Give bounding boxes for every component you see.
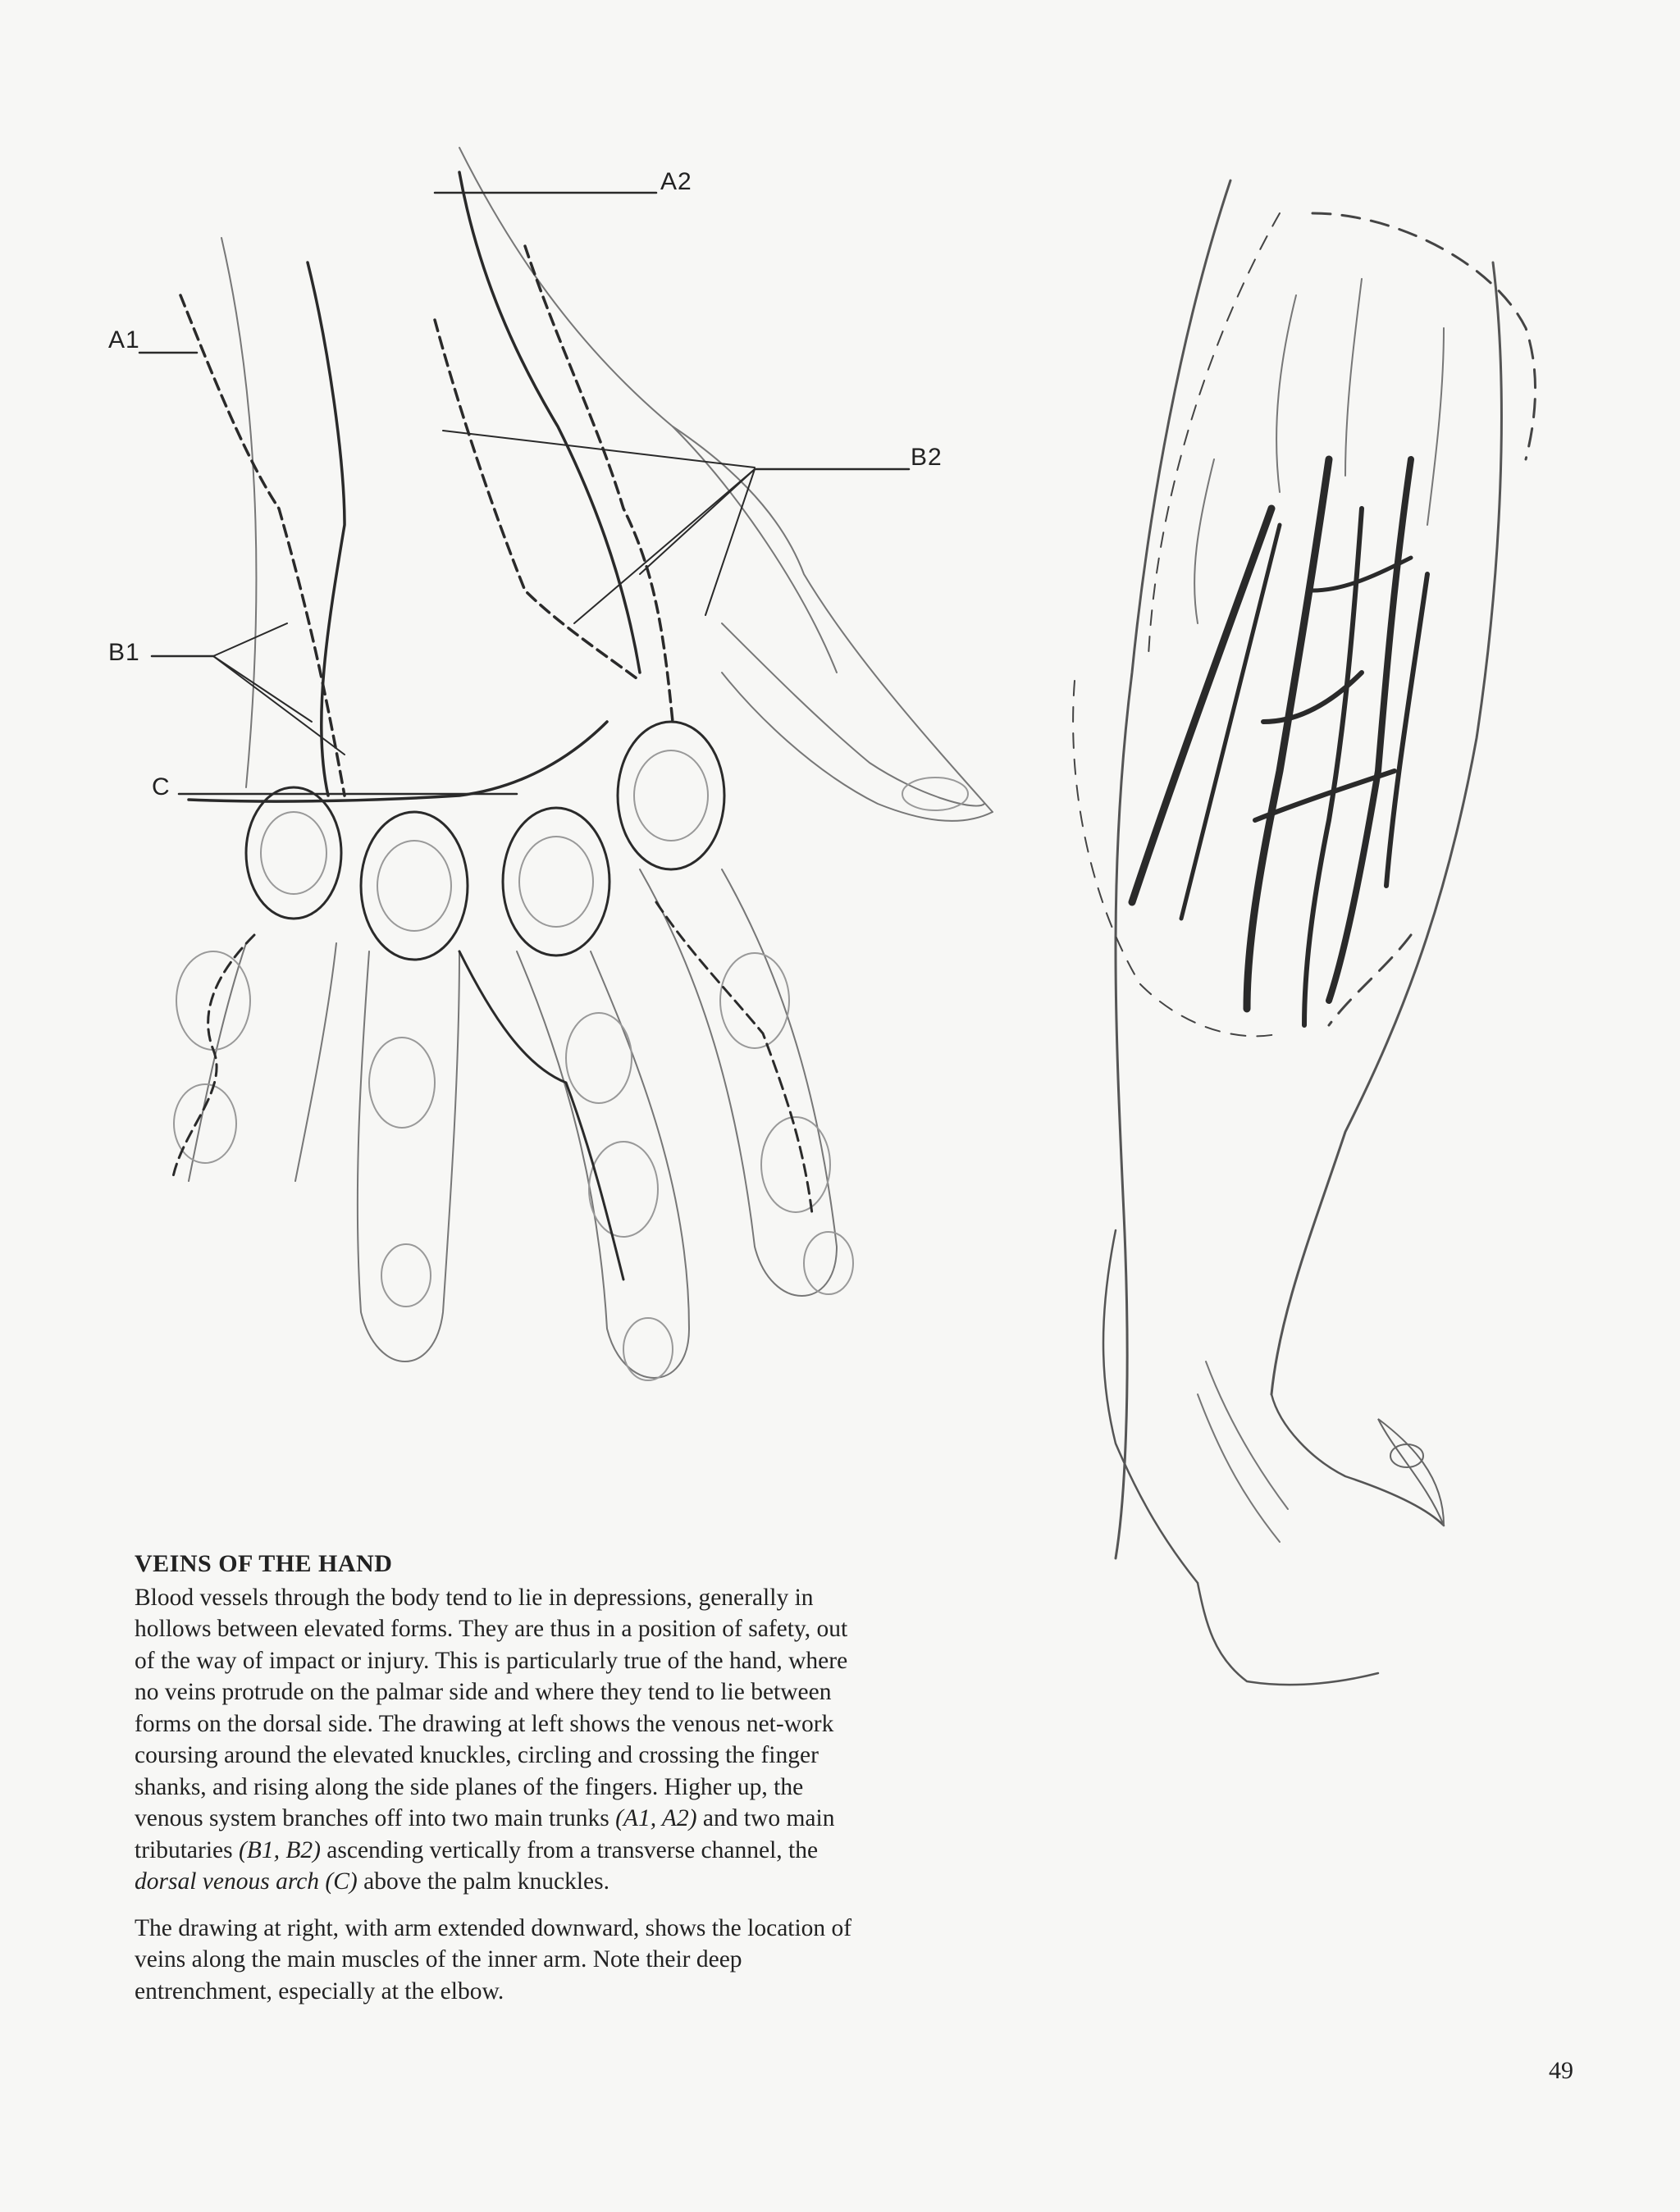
caption-text: ascending vertically from a transverse channel, the bbox=[320, 1836, 819, 1863]
caption-heading: VEINS OF THE HAND bbox=[135, 1550, 393, 1577]
caption-ref: (B1, B2) bbox=[238, 1836, 321, 1863]
label-c: C bbox=[152, 773, 171, 800]
label-b2: B2 bbox=[911, 444, 943, 471]
caption-text: above the palm knuckles. bbox=[357, 1868, 609, 1895]
caption bbox=[135, 1548, 856, 2022]
page-number: 49 bbox=[1549, 2057, 1573, 2084]
label-a1: A1 bbox=[108, 326, 140, 353]
label-a2: A2 bbox=[660, 168, 692, 195]
caption-text: Blood vessels through the body tend to lie in depressions, generally in hollows between elevated forms. They are thus in a position of safety, out of the way of impact or injury. This is particularly true of the hand, where no veins protrude on the palmar side and where they tend to lie between forms on the dorsal side. The drawing at left shows the venous net-work coursing around the elevated knuckles, circling and crossing the finger shanks, and rising along the side planes of the fingers. Higher up, the venous system branches off into two main trunks bbox=[135, 1584, 848, 1831]
label-b1: B1 bbox=[108, 639, 140, 666]
caption-paragraph-2: The drawing at right, with arm extended downward, shows the location of veins along the main muscles of the inner arm. Note their deep entrenchment, especially at the elbow. bbox=[135, 1914, 852, 2004]
caption-text: and two main tributaries bbox=[135, 1805, 835, 1863]
caption-paragraph-1 bbox=[135, 1582, 856, 1898]
caption-ref: dorsal venous arch (C) bbox=[135, 1868, 358, 1895]
caption-ref: (A1, A2) bbox=[615, 1805, 697, 1831]
